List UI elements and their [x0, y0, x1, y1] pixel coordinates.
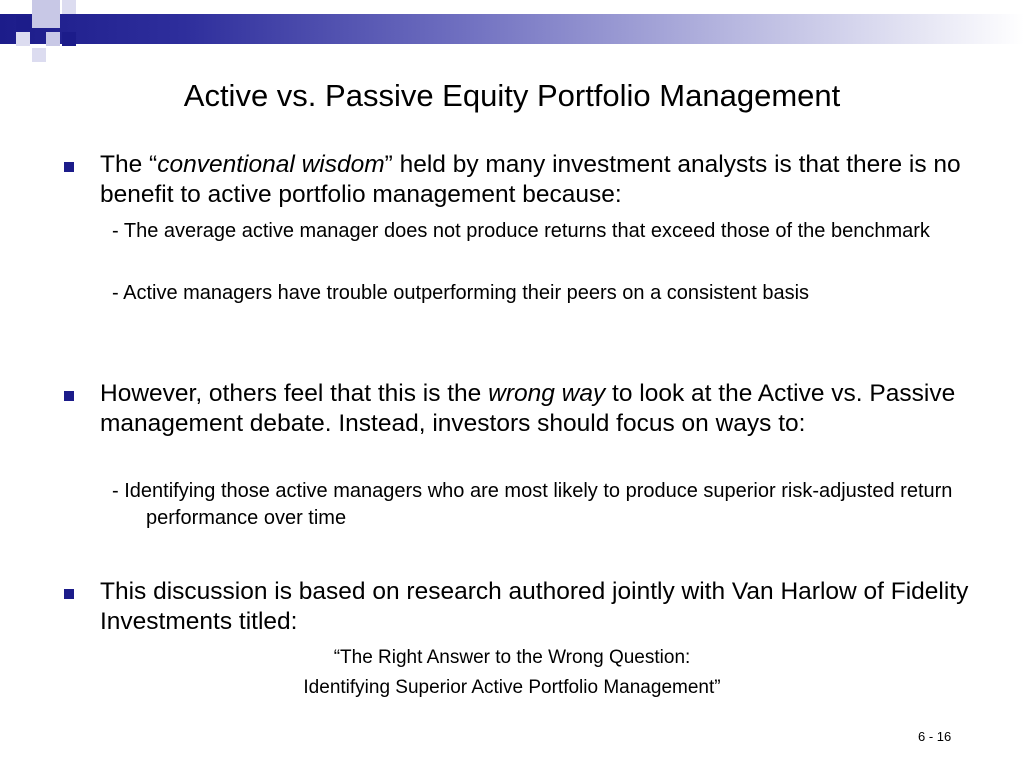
- slide-number: 6 - 16: [918, 729, 952, 744]
- bullet-text-post: ” held by many investment analysts is that there is no benefit to active portfolio management because:: [100, 151, 961, 208]
- header-gradient-band: [0, 14, 1024, 44]
- header-square-light: [62, 0, 76, 14]
- bullet-text-emphasis: conventional wisdom: [157, 151, 385, 178]
- slide-title: Active vs. Passive Equity Portfolio Management: [183, 78, 841, 113]
- sub-bullet-item: - The average active manager does not produce returns that exceed those of the benchmark: [112, 220, 930, 242]
- citation-line: Identifying Superior Active Portfolio Management”: [303, 677, 721, 698]
- bullet-square-icon: [64, 162, 74, 172]
- header-square-light: [16, 32, 30, 46]
- sub-bullet-item: - Identifying those active managers who are most likely to produce superior risk-adjusted return performance over time: [112, 480, 953, 529]
- header-square-dark: [16, 16, 30, 30]
- bullet-square-icon: [64, 391, 74, 401]
- bullet-item: [100, 150, 980, 210]
- header-square-light: [46, 32, 60, 46]
- sub-bullet-item: - Active managers have trouble outperforming their peers on a consistent basis: [112, 282, 810, 304]
- header-square-light: [32, 48, 46, 62]
- bullet-text-post: to look at the Active vs. Passive management debate. Instead, investors should focus on ways to:: [100, 380, 956, 437]
- bullet-text-pre: The “: [100, 151, 158, 178]
- bullet-text-pre: However, others feel that this is the: [100, 380, 489, 407]
- bullet-item: This discussion is based on research authored jointly with Van Harlow of Fidelity Investments titled:: [100, 578, 969, 635]
- header-square-light: [32, 0, 60, 28]
- bullet-text-emphasis: wrong way: [488, 380, 606, 407]
- header-square-dark: [62, 32, 76, 46]
- bullet-square-icon: [64, 589, 74, 599]
- citation-line: “The Right Answer to the Wrong Question:: [333, 647, 691, 668]
- bullet-item: [100, 379, 980, 439]
